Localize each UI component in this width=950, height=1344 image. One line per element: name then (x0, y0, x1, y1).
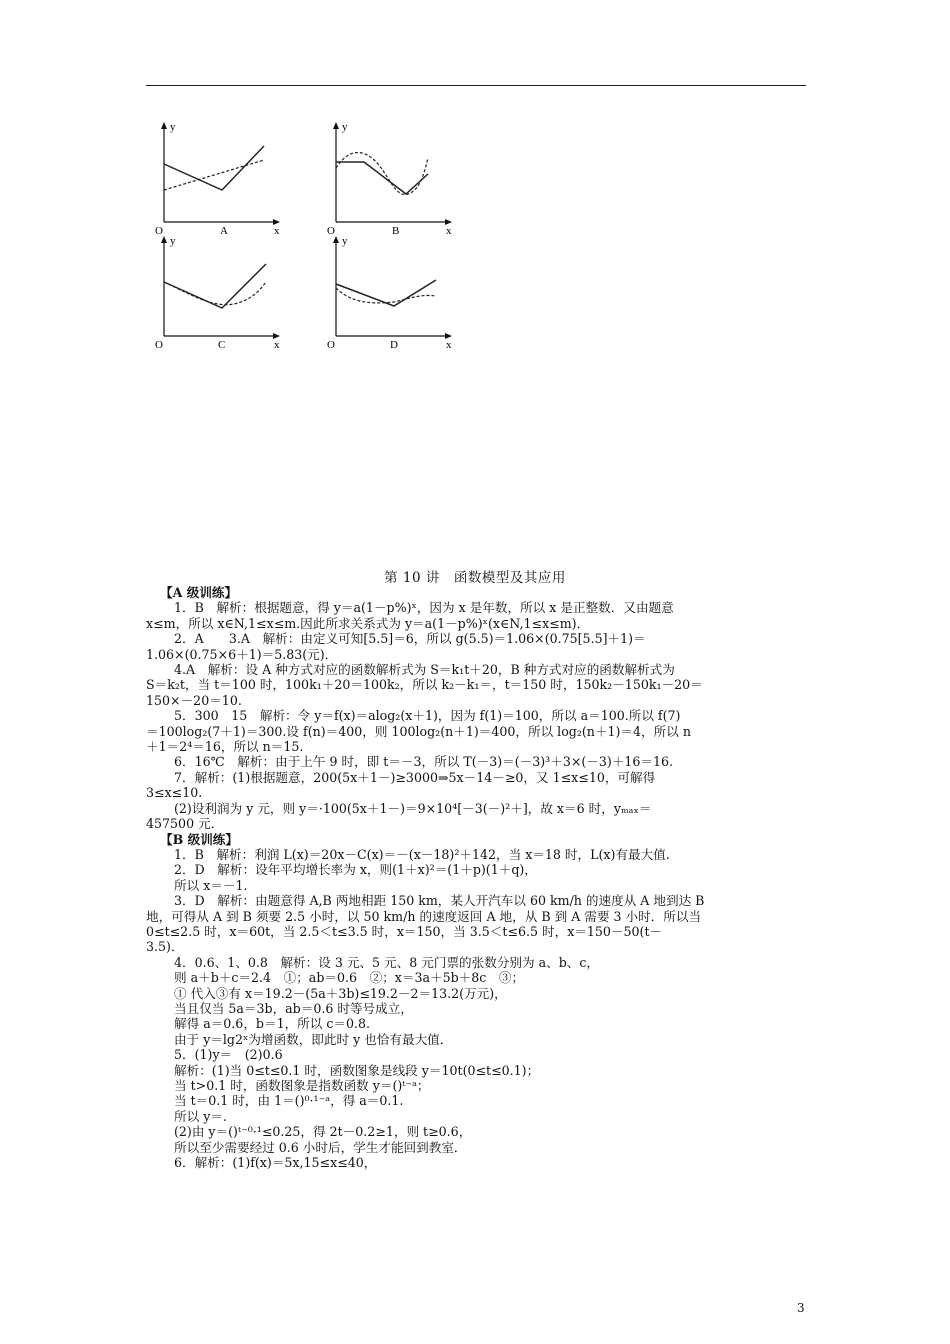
text-line: 解得 a＝0.6，b＝1，所以 c＝0.8. (174, 1016, 371, 1032)
page-number: 3 (797, 1301, 805, 1315)
text-line: (2)设利润为 y 元，则 y＝·100(5x＋1－)＝9×10⁴[－3(－)²＋]，故 x＝6 时，yₘₐₓ＝ (174, 800, 652, 816)
graph-b (322, 118, 462, 238)
text-line: 3.5)． (146, 939, 184, 955)
text-line: 当 t>0.1 时，函数图象是指数函数 y＝()ᵗ⁻ᵃ； (174, 1078, 430, 1093)
text-line: 0≤t≤2.5 时，x＝60t，当 2.5＜t≤3.5 时，x＝150，当 3.5＜t≤6.5 时，x＝150－50(t－ (146, 923, 663, 939)
x-axis-label: x (274, 339, 280, 351)
x-axis-label: x (446, 339, 452, 351)
text-line: 3．D 解析：由题意得 A,B 两地相距 150 km，某人开汽车以 60 km/h 的速度从 A 地到达 B (174, 893, 705, 909)
graph-d (322, 232, 462, 352)
graph-label: A (220, 225, 228, 237)
text-line: 2．A 3.A 解析：由定义可知[5.5]＝6，所以 g(5.5)＝1.06×(0.75[5.5]＋1)＝ (174, 631, 646, 647)
y-axis-label: y (342, 235, 348, 247)
text-line: 1．B 解析：根据题意，得 y＝a(1－p%)ˣ，因为 x 是年数，所以 x 是正整数．又由题意 (174, 600, 674, 616)
text-line: 所以 x＝－1. (174, 877, 248, 893)
text-line: 所以至少需要经过 0.6 小时后，学生才能回到教室． (174, 1139, 467, 1155)
text-line: 6．解析：(1)f(x)＝5x,15≤x≤40， (174, 1155, 377, 1171)
text-line: 7．解析：(1)根据题意，200(5x＋1－)≥3000⇒5x－14－≥0，又 1≤x≤10，可解得 (174, 769, 656, 785)
text-line: 所以 y＝. (174, 1108, 227, 1124)
solid-curve (336, 280, 436, 306)
dashed-curve (164, 160, 264, 190)
y-axis-label: y (170, 235, 176, 247)
solid-curve (164, 146, 264, 190)
dashed-curve (336, 153, 428, 195)
solid-curve (336, 162, 428, 194)
graph-label: B (392, 225, 400, 237)
origin-label: O (155, 225, 163, 237)
text-line: 当且仅当 5a＝3b，ab＝0.6 时等号成立， (174, 1000, 413, 1016)
text-line: 150×－20＝10. (146, 692, 242, 708)
text-line: x≤m，所以 x∈N,1≤x≤m.因此所求关系式为 y＝a(1－p%)ˣ(x∈N,1≤x≤m)． (146, 615, 590, 631)
text-line: 由于 y＝lg2ˣ为增函数，即此时 y 也恰有最大值． (174, 1031, 453, 1047)
text-line: 5．300 15 解析：令 y＝f(x)＝alog₂(x＋1)，因为 f(1)＝100，所以 a＝100.所以 f(7) (174, 708, 681, 724)
header-rule (146, 85, 806, 86)
graph-label: C (218, 339, 226, 351)
section-heading: 【B 级训练】 (160, 831, 238, 847)
text-line: 4．0.6、1、0.8 解析：设 3 元、5 元、8 元门票的张数分别为 a、b、c， (174, 954, 600, 970)
text-line: 4.A 解析：设 A 种方式对应的函数解析式为 S＝k₁t＋20，B 种方式对应的函数解析式为 (174, 662, 675, 678)
origin-label: O (327, 339, 335, 351)
text-line: 5．(1)y＝ (2)0.6 (174, 1047, 283, 1063)
origin-label: O (327, 225, 335, 237)
text-line: 457500 元． (146, 816, 224, 832)
text-line: 解析：(1)当 0≤t≤0.1 时，函数图象是线段 y＝10t(0≤t≤0.1)； (174, 1062, 540, 1078)
text-line: ① 代入③有 x＝19.2－(5a＋3b)≤19.2－2＝13.2(万元)， (174, 985, 507, 1001)
y-axis-label: y (170, 121, 176, 133)
graph-c (150, 232, 290, 352)
solid-curve (164, 264, 266, 308)
section-heading: 【A 级训练】 (160, 585, 238, 600)
graph-a (150, 118, 290, 238)
text-line: (2)由 y＝()ᵗ⁻⁰·¹≤0.25，得 2t－0.2≥1，则 t≥0.6， (174, 1124, 472, 1140)
text-line: 则 a＋b＋c＝2.4 ①；ab＝0.6 ②；x＝3a＋5b＋8c ③； (174, 970, 525, 986)
text-line: 2．D 解析：设年平均增长率为 x，则(1＋x)²＝(1＋p)(1＋q)， (174, 862, 537, 878)
text-line: 当 t＝0.1 时，由 1＝()⁰·¹⁻ᵃ，得 a＝0.1. (174, 1093, 404, 1109)
x-axis-label: x (274, 225, 280, 237)
text-line: 6．16℃ 解析：由于上午 9 时，即 t＝－3，所以 T(－3)＝(－3)³＋3×(－3)＋16＝16. (174, 754, 674, 770)
text-line: 3≤x≤10. (146, 785, 203, 801)
text-line: 1．B 解析：利润 L(x)＝20x－C(x)＝－(x－18)²＋142，当 x＝18 时，L(x)有最大值. (174, 846, 670, 862)
x-axis-label: x (446, 225, 452, 237)
origin-label: O (155, 339, 163, 351)
text-line: 1.06×(0.75×6＋1)＝5.83(元)． (146, 646, 338, 662)
text-line: 地，可得从 A 到 B 须要 2.5 小时，以 50 km/h 的速度返回 A 地，从 B 到 A 需要 3 小时．所以当 (146, 908, 702, 924)
graph-label: D (390, 339, 398, 351)
text-line: ＋1＝2⁴＝16，所以 n＝15. (146, 739, 304, 755)
text-line: S＝k₂t，当 t＝100 时，100k₁＋20＝100k₂，所以 k₂－k₁＝，t＝150 时，150k₂－150k₁－20＝ (146, 677, 703, 693)
dashed-curve (164, 282, 266, 305)
solution-text (146, 585, 808, 1170)
lesson-title: 第 10 讲 函数模型及其应用 (384, 570, 566, 586)
text-line: ＝100log₂(7＋1)＝300.设 f(n)＝400，则 100log₂(n＋1)＝400，所以 log₂(n＋1)＝4，所以 n (146, 723, 691, 739)
y-axis-label: y (342, 121, 348, 133)
